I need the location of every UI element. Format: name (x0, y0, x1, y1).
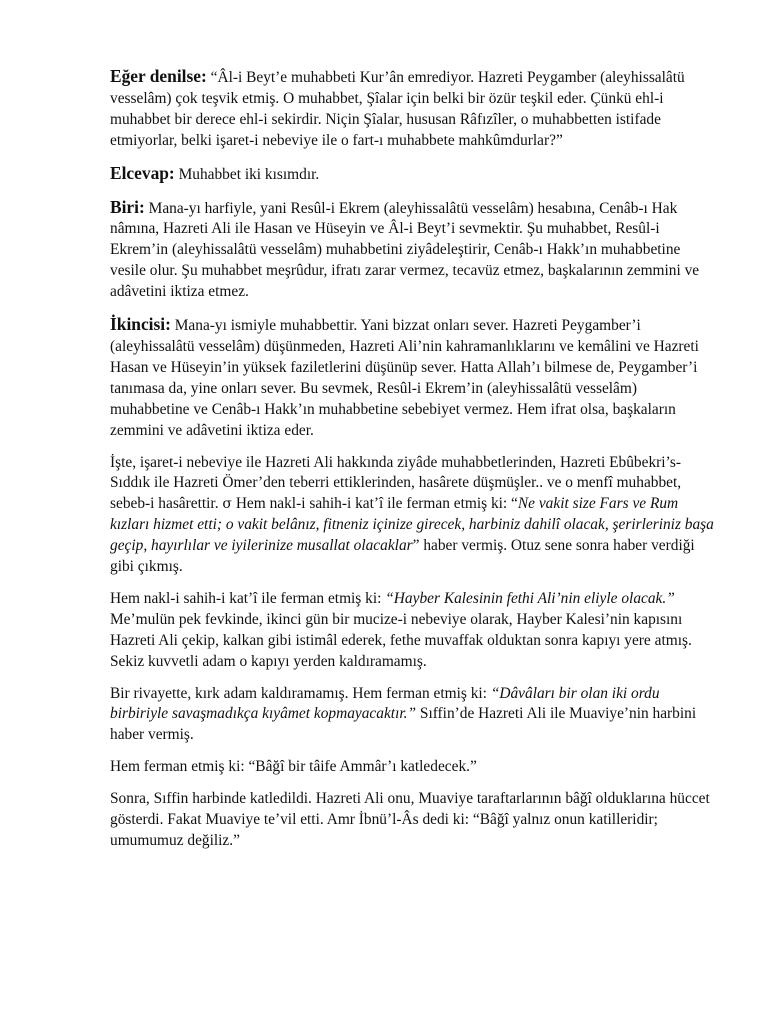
paragraph-rivayet (110, 684, 715, 747)
paragraph-ikincisi (110, 314, 715, 441)
paragraph-biri (110, 197, 715, 304)
paragraph-lead: İkincisi: (110, 314, 171, 335)
hadith-quote: “Dâvâları bir olan iki ordu birbiriyle savaşmadıkça kıyâmet kopmayacaktır.” (110, 684, 660, 723)
document-page (110, 66, 715, 863)
paragraph-text: Sıffin’de Hazreti Ali ile Muaviye’nin harbini haber vermiş. (110, 705, 697, 744)
paragraph-elcevap (110, 163, 715, 186)
paragraph-text: İşte, işaret-i nebeviye ile Hazreti Ali hakkında ziyâde muhabbetlerinden, Hazreti Ebûbekri’s-Sıddık ile Hazreti Ömer’den teberri ettiklerinden, hasârete düşmüşler.. ve o menfî muhabbet, sebeb-i hasârettir. (110, 453, 682, 513)
paragraph-lead: Elcevap: (110, 162, 175, 183)
paragraph-ammar (110, 757, 715, 778)
paragraph-text: Me’mulün pek fevkinde, ikinci gün bir mucize-i nebeviye olarak, Hayber Kalesi’nin kapısını Hazreti Ali çekip, kalkan gibi istimâl ederek, fethe muvaffak olduktan sonra kapıyı yere atmış. Sekiz kuvvetli adam o kapıyı yerden kaldıramamış. (110, 610, 692, 670)
paragraph-text: Hem nakl-i sahih-i kat’î ile ferman etmiş ki: (110, 589, 386, 607)
paragraph-lead: Eğer denilse: (110, 66, 207, 86)
paragraph-hayber (110, 589, 715, 673)
paragraph-text: “Âl-i Beyt’e muhabbeti Kur’ân emrediyor. Hazreti Peygamber (aleyhissalâtü vesselâm) çok teşvik etmiş. O muhabbet, Şîalar için belki bir özür teşkil eder. Çünkü ehl-i muhabbet bir derece ehl-i sekirdir. Niçin Şîalar, hususan Râfızîler, o muhabbetten istifade etmiyorlar, belki işaret-i nebeviye ile o fart-ı muhabbete mahkûmdurlar?” (110, 69, 685, 149)
hadith-quote: “Hayber Kalesinin fethi Ali’nin eliyle olacak.” (385, 589, 675, 607)
paragraph-text: ” haber vermiş. Otuz sene sonra haber verdiği gibi çıkmış. (110, 537, 695, 576)
paragraph-text: Muhabbet iki kısımdır. (174, 165, 320, 183)
paragraph-eger-denilse (110, 66, 715, 152)
sigma-symbol: σ (222, 496, 232, 513)
paragraph-text: Mana-yı harfiyle, yani Resûl-i Ekrem (aleyhissalâtü vesselâm) hesabına, Cenâb-ı Hak nâmına, Hazreti Ali ile Hasan ve Hüseyin ve Âl-i Beyt’i sevmektir. Şu muhabbet, Resûl-i Ekrem’in (aleyhissalâtü vesselâm) muhabbetini ziyâdeleştirir, Cenâb-ı Hakk’ın muhabbetine vesile olur. Şu muhabbet meşrûdur, ifratı zarar vermez, tecavüz etmez, başkalarının zemmini ve adâvetini iktiza etmez. (110, 199, 700, 301)
paragraph-sonra (110, 789, 715, 852)
paragraph-text: Hem ferman etmiş ki: “Bâğî bir tâife Ammâr’ı katledecek.” (110, 758, 477, 776)
paragraph-text: Hem nakl-i sahih-i kat’î ile ferman etmiş ki: “ (231, 495, 518, 513)
paragraph-text: Mana-yı ismiyle muhabbettir. Yani bizzat onları sever. Hazreti Peygamber’i (aleyhissalâtü vesselâm) düşünmeden, Hazreti Ali’nin kahramanlıklarını ve kemâlini ve Hazreti Hasan ve Hüseyin’in yüksek faziletlerini düşünüp sever. Hatta Allah’ı bilmese de, Peygamber’i tanımasa da, yine onları sever. Bu sevmek, Resûl-i Ekrem’in (aleyhissalâtü vesselâm) muhabbetine ve Cenâb-ı Hakk’ın muhabbetine sebebiyet vermez. Hem ifrat olsa, başkaların zemmini ve adâvetini iktiza eder. (110, 317, 699, 439)
paragraph-lead: Biri: (110, 196, 145, 217)
hadith-quote: Ne vakit size Fars ve Rum kızları hizmet etti; o vakit belânız, fitneniz içinize girecek, harbiniz dahilî olacak, şerirleriniz başa geçip, hayırlılar ve iyilerinize musallat olacaklar (110, 495, 714, 555)
paragraph-text: Bir rivayette, kırk adam kaldıramamış. Hem ferman etmiş ki: (110, 684, 491, 702)
paragraph-iste (110, 453, 715, 578)
paragraph-text: Sonra, Sıffin harbinde katledildi. Hazreti Ali onu, Muaviye taraftarlarının bâğî olduklarına hüccet gösterdi. Fakat Muaviye te’vil etti. Amr İbnü’l-Âs dedi ki: “Bâğî yalnız onun katilleridir; umumumuz değiliz.” (110, 790, 710, 849)
